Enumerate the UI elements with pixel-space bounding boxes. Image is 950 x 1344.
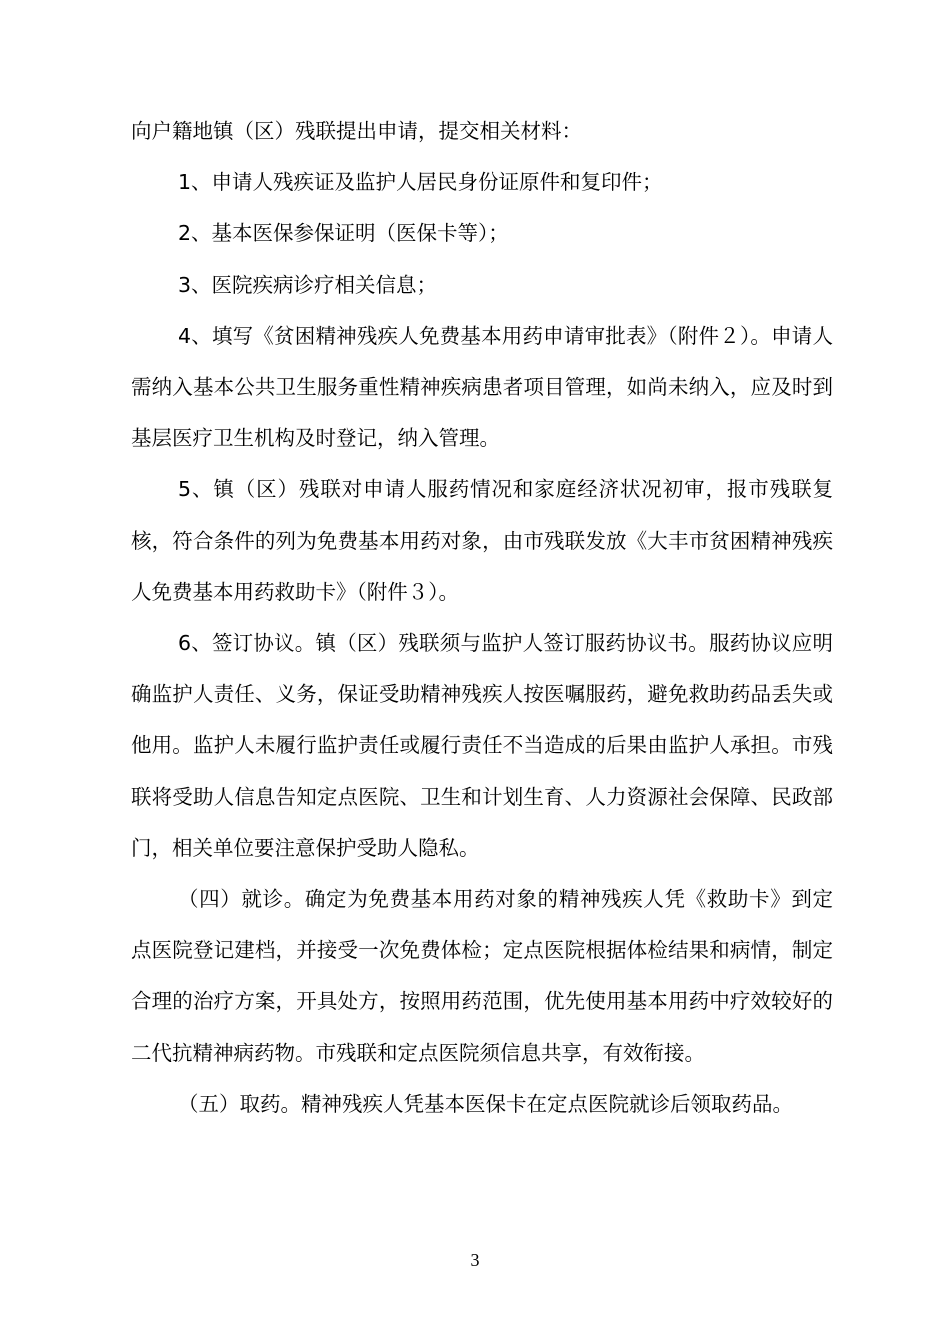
page-number: 3 [470,1250,480,1270]
paragraph-section-5-medication: （五）取药。精神残疾人凭基本医保卡在定点医院就诊后领取药品。 [178,1091,793,1116]
paragraph-item-1: 1、申请人残疾证及监护人居民身份证原件和复印件； [178,170,663,195]
paragraph-item-6: 6、签订协议。镇（区）残联须与监护人签订服药协议书。服药协议应明确监护人责任、义务，保证受助精神残疾人按医嘱服药，避免救助药品丢失或他用。监护人未履行监护责任或履行责任不当造成的后果由监护人承担。市残联将受助人信息告知定点医院、卫生和计划生育、人力资源社会保障、民政部门，相关单位要注意保护受助人隐私。 [131,631,833,860]
paragraph-item-5: 5、镇（区）残联对申请人服药情况和家庭经济状况初审，报市残联复核，符合条件的列为免费基本用药对象，由市残联发放《大丰市贫困精神残疾人免费基本用药救助卡》（附件３）。 [131,477,833,604]
paragraph-application-intro: 向户籍地镇（区）残联提出申请，提交相关材料： [131,119,582,143]
paragraph-item-4: 4、填写《贫困精神残疾人免费基本用药申请审批表》（附件２）。申请人需纳入基本公共卫生服务重性精神疾病患者项目管理，如尚未纳入，应及时到基层医疗卫生机构及时登记，纳入管理。 [131,323,833,451]
paragraph-item-2: 2、基本医保参保证明（医保卡等）； [178,221,509,246]
paragraph-section-4-consultation: （四）就诊。确定为免费基本用药对象的精神残疾人凭《救助卡》到定点医院登记建档，并接受一次免费体检；定点医院根据体检结果和病情，制定合理的治疗方案，开具处方，按照用药范围，优先使用基本用药中疗效较好的二代抗精神病药物。市残联和定点医院须信息共享，有效衔接。 [131,887,833,1065]
document-body [131,106,833,1130]
paragraph-item-3: 3、医院疾病诊疗相关信息； [178,272,438,297]
